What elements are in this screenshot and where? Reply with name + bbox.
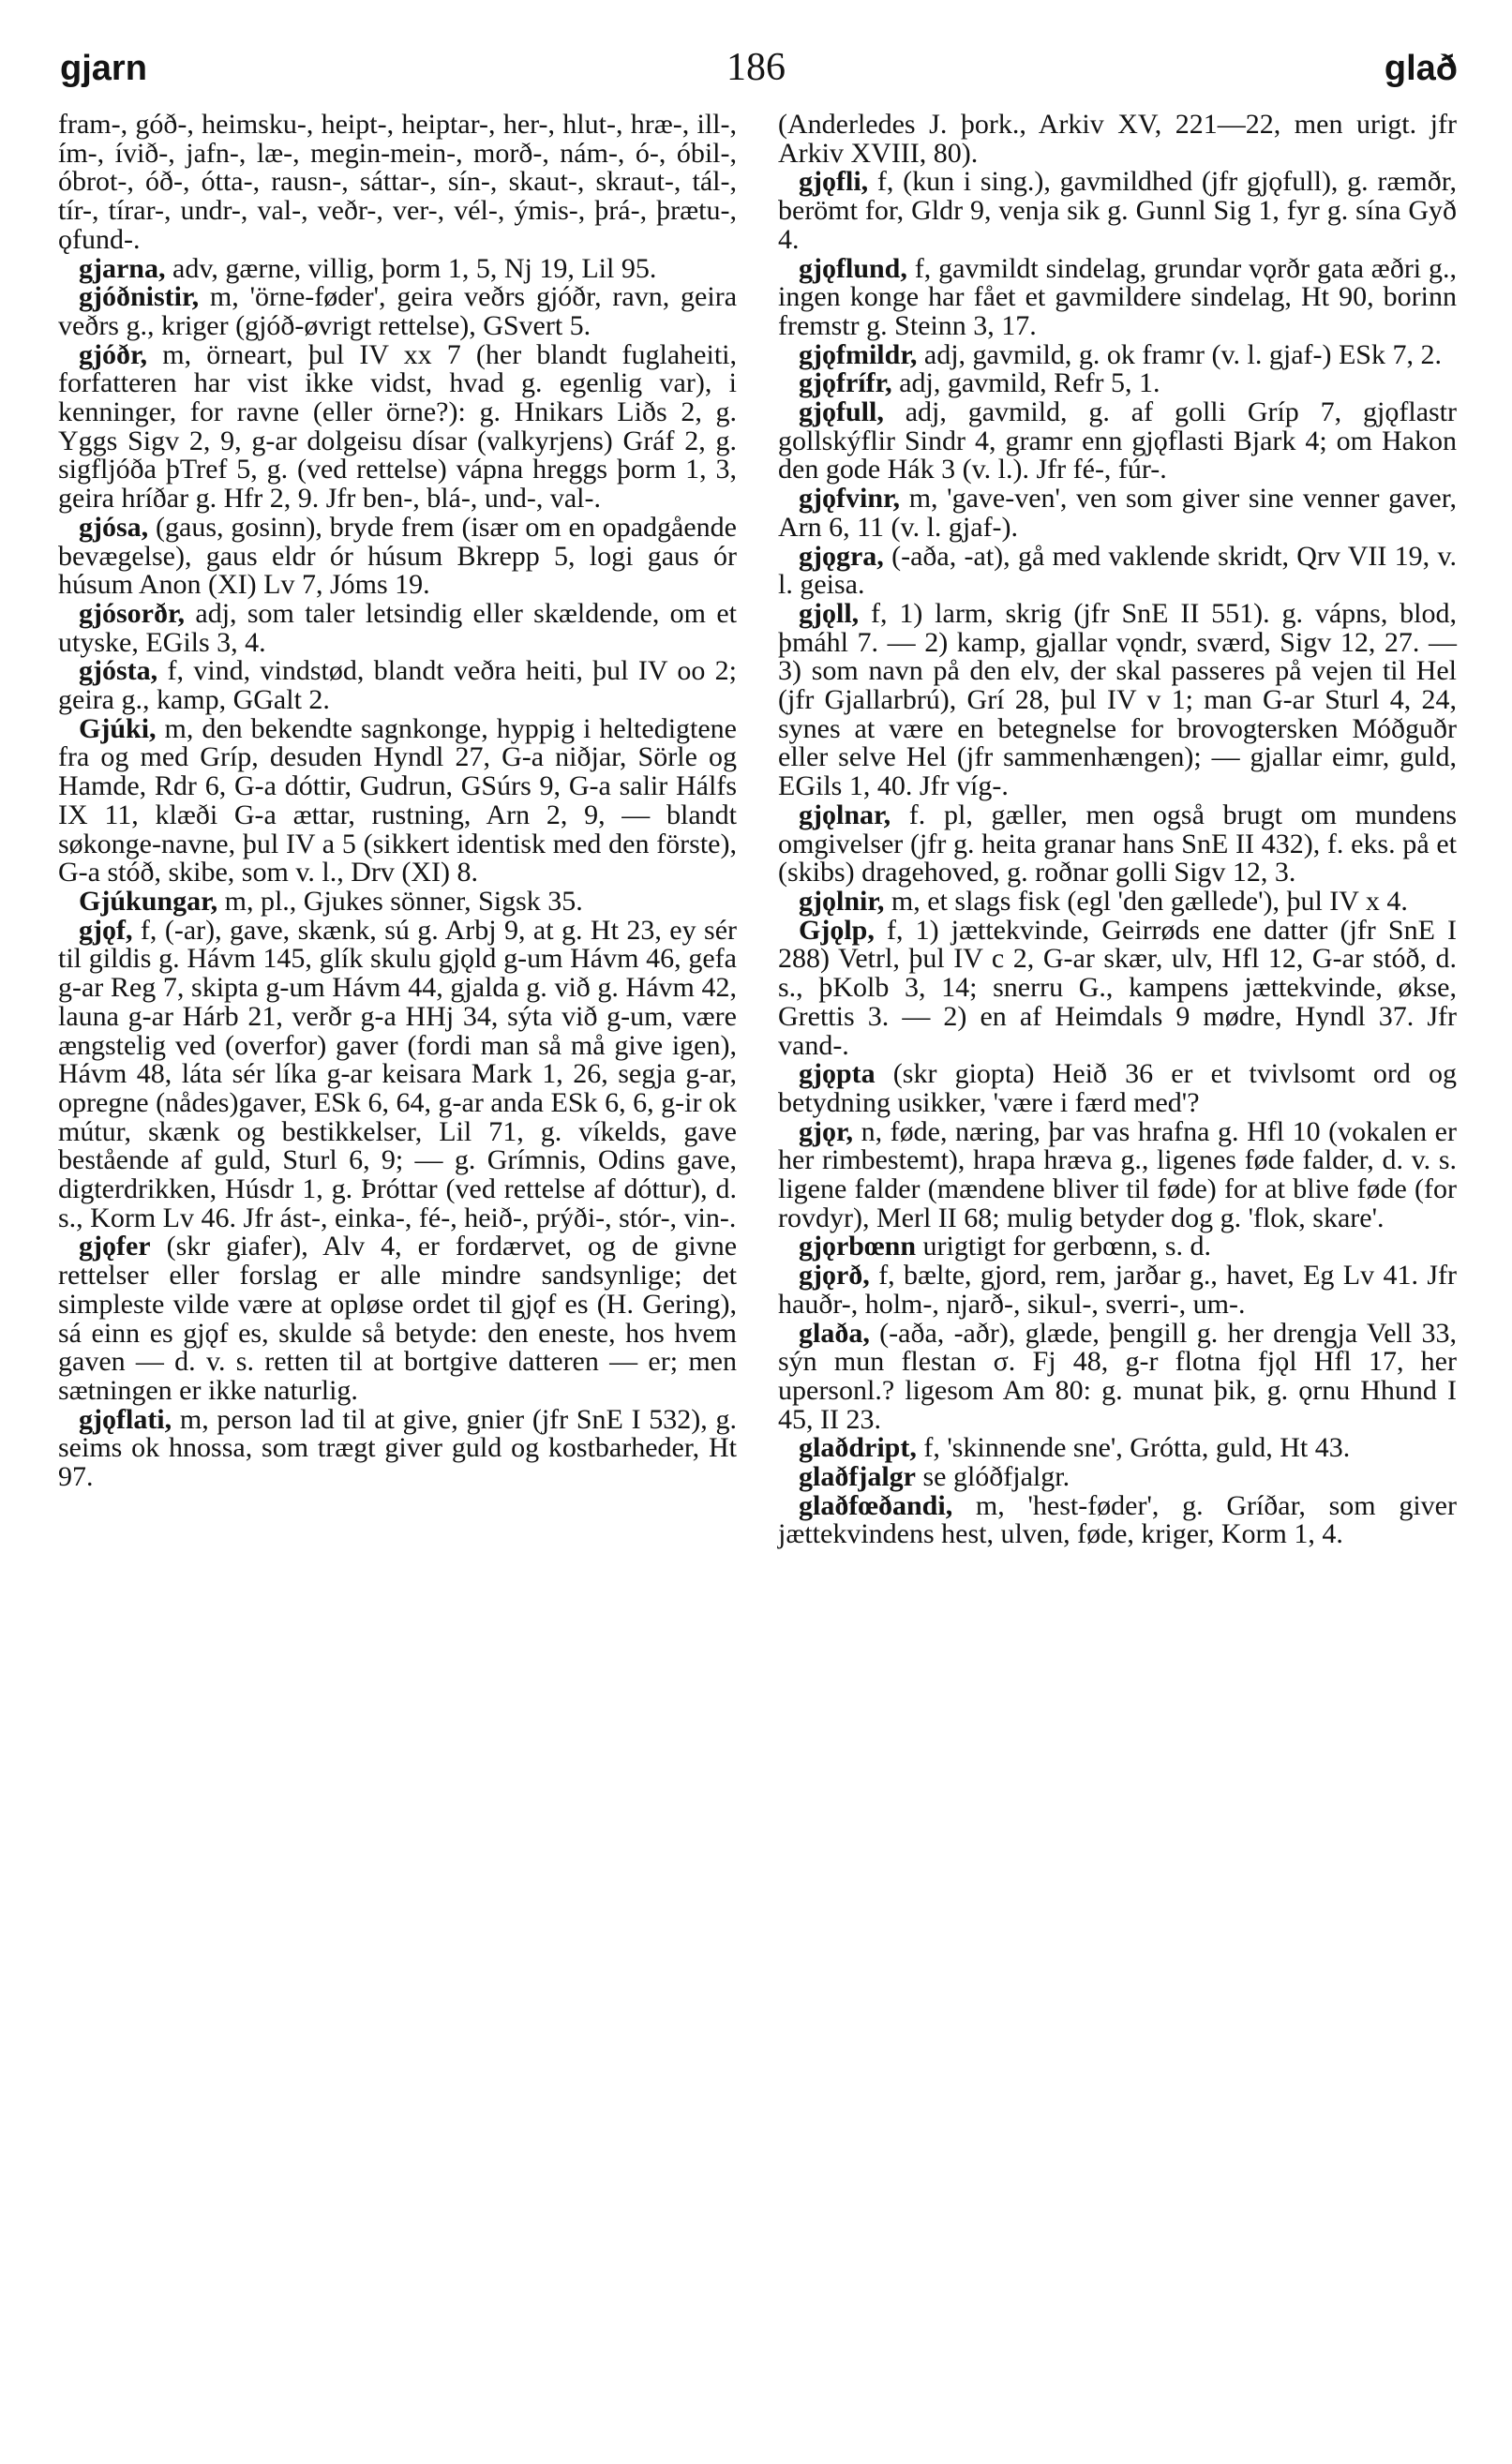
entry-headword: gjóðnistir,: [79, 281, 200, 313]
entry-headword: glaðfjalgr: [799, 1461, 916, 1493]
entry-definition: urigtigt for gerbœnn, s. d.: [922, 1231, 1211, 1262]
entry-definition: f, vind, vindstød, blandt veðra heiti, þul IV oo 2; geira g., kamp, GGalt 2.: [58, 655, 738, 716]
dictionary-entry: [58, 111, 737, 255]
dictionary-entry: [58, 511, 737, 601]
entry-definition: m, 'hest-føder', g. Gríðar, som giver jættekvindens hest, ulven, føde, kriger, Korm 1, 4.: [778, 1489, 1457, 1550]
dictionary-entry: [778, 1115, 1457, 1233]
dictionary-entry: [778, 338, 1457, 370]
dictionary-entry: [778, 914, 1457, 1061]
entry-definition: m, 'örne-føder', geira veðrs gjóðr, ravn, geira veðrs g., kriger (gjóð-øvrigt rettelse), GSvert 5.: [58, 281, 738, 341]
entry-headword: gjǫrð,: [799, 1260, 870, 1292]
entry-definition: f, gavmildt sindelag, grundar vǫrðr gata æðri g., ingen konge har fået et gavmildere sindelag, Ht 90, borinn fremstr g. Steinn 3, 17.: [778, 252, 1458, 341]
entry-definition: (skr giafer), Alv 4, er fordærvet, og de givne rettelser eller forslag er alle mindre sandsynlige; det simpleste vilde være at opløse ordet til gjǫf es (H. Gering), sá einn es gjǫf es, skulde så betyde: den eneste, hos hvem gaven — d. v. s. retten til at bortgive datteren — er; men sætningen er ikke naturlig.: [58, 1231, 738, 1406]
dictionary-entry: [778, 1434, 1457, 1463]
entry-headword: Gjúki,: [79, 712, 157, 744]
dictionary-entry: [58, 1232, 737, 1405]
dictionary-entry: [778, 597, 1457, 802]
dictionary-entry: [778, 1463, 1457, 1492]
dictionary-entry: [58, 597, 737, 658]
dictionary-entry: [58, 338, 737, 515]
dictionary-entry: [58, 1403, 738, 1493]
entry-definition: (-aða, -at), gå med vaklende skridt, Qrv VII 19, v. l. geisa.: [778, 540, 1458, 601]
entry-headword: gjǫfli,: [799, 166, 869, 198]
entry-definition: (-aða, -aðr), glæde, þengill g. her drengja Vell 33, sýn mun flestan σ. Fj 48, g-r flotna fjǫl Hfl 17, her upersonl.? ligesom Am 80: g. munat þik, g. ǫrnu Hhund I 45, II 23.: [778, 1317, 1457, 1435]
dictionary-entry: [778, 252, 1458, 341]
entry-definition: m, person lad til at give, gnier (jfr SnE I 532), g. seims ok hnossa, som trægt giver guld og kostbarheder, Ht 97.: [58, 1403, 738, 1493]
entry-headword: gjǫfrífr,: [799, 367, 892, 399]
entry-definition: n, føde, næring, þar vas hrafna g. Hfl 10 (vokalen er her rimbestemt), hrapa hræva g., ligenes føde falder, d. v. s. ligene falder (mændene bliver til føde) for at blive føde (for rovdyr), Merl II 68; mulig betyder dog g. 'flok, skare'.: [778, 1115, 1457, 1233]
dictionary-entry: [778, 540, 1458, 601]
entry-definition: se glóðfjalgr.: [922, 1461, 1070, 1493]
entry-headword: gjósta,: [79, 655, 158, 687]
entry-definition: m, 'gave-ven', ven som giver sine venner gaver, Arn 6, 11 (v. l. gjaf-).: [778, 483, 1458, 543]
dictionary-entry: [58, 914, 738, 1233]
entry-headword: glaðdript,: [799, 1432, 917, 1464]
entry-headword: glaðfœðandi,: [799, 1489, 953, 1521]
entry-headword: gjǫfvinr,: [799, 483, 901, 515]
entry-definition: f, bælte, gjord, rem, jarðar g., havet, Eg Lv 41. Jfr hauðr-, holm-, njarð-, sikul-, sverri-, um-.: [778, 1260, 1458, 1320]
entry-definition: m, den bekendte sagnkonge, hyppig i heltedigtene fra og med Gríp, desuden Hyndl 27, G-a niðjar, Sörle og Hamde, Rdr 6, G-a dóttir, Gudrun, GSúrs 9, G-a salir Hálfs IX 11, klæði G-a ættar, rustning, Arn 2, 9, — blandt søkonge-navne, þul IV a 5 (sikkert identisk med den förste), G-a stóð, skibe, som v. l., Drv (XI) 8.: [58, 712, 737, 889]
dictionary-entry: [778, 1262, 1457, 1319]
entry-headword: gjǫpta: [799, 1058, 876, 1090]
dictionary-entry: [58, 885, 737, 917]
entry-definition: f, (-ar), gave, skænk, sú g. Arbj 9, at g. Ht 23, ey sér til gildis g. Hávm 145, glík skulu gjǫld g-um Hávm 46, gefa g-ar Reg 7, skipta g-um Hávm 44, gjalda g. við g. Hávm 42, launa g-ar Hárb 21, verðr g-a HHj 34, sýta við g-um, være ængstelig ved (overfor) gaver (fordi man så må give igen), Hávm 48, láta sér líka g-ar keisara Mark 1, 26, segja g-ar, opregne (nådes)gaver, ESk 6, 64, g-ar anda ESk 6, 6, g-ir ok mútur, skænk og bestikkelser, Lil 71, g. víkelds, gave bestående af guld, Sturl 6, 9; — g. Grímnis, Odins gave, digterdrikken, Húsdr 1, g. Þróttar (ved rettelse af dóttur), d. s., Korm Lv 46. Jfr ást-, einka-, fé-, heið-, prýði-, stór-, vin-.: [58, 914, 738, 1233]
entry-headword: gjóðr,: [79, 338, 148, 370]
entry-definition: f. pl, gæller, men også brugt om mundens omgivelser (jfr g. heita granar hans SnE II 432), f. eks. på et (skibs) dragehoved, g. roðnar golli Sigv 12, 3.: [778, 799, 1457, 889]
running-head-last-word: glað: [1384, 49, 1458, 88]
entry-definition: m, pl., Gjukes sönner, Sigsk 35.: [224, 885, 583, 917]
entry-definition: adj, gavmild, g. af golli Gríp 7, gjǫflastr gollskýflir Sindr 4, gramr enn gjǫflasti Bjark 4; om Hakon den gode Hák 3 (v. l.). Jfr fé-, fúr-.: [778, 396, 1458, 485]
entry-headword: Gjǫlp,: [799, 914, 875, 946]
dictionary-entry: [778, 1489, 1457, 1550]
page-number: 186: [726, 46, 786, 89]
entry-definition: f, 1) larm, skrig (jfr SnE II 551). g. vápns, blod, þmáhl 7. — 2) kamp, gjallar vǫndr, sværd, Sigv 12, 27. — 3) som navn på den elv, der skal passeres på vejen til Hel (jfr Gjallarbrú), Grí 28, þul IV v 1; man G-ar Sturl 4, 24, synes at være en betegnelse for brovogtersken Móðguðr eller selve Hel (jfr sammenhængen); — gjallar eimr, guld, EGils 1, 40. Jfr víg-.: [778, 597, 1457, 802]
right-column: [778, 111, 1457, 1549]
entry-headword: gjarna,: [79, 252, 166, 284]
entry-headword: glaða,: [799, 1317, 870, 1349]
entry-definition: adj, gavmild, g. ok framr (v. l. gjaf-) ESk 7, 2.: [923, 338, 1442, 370]
entry-definition: fram-, góð-, heimsku-, heipt-, heiptar-, her-, hlut-, hræ-, ill-, ím-, ívið-, jafn-, læ-, megin-mein-, morð-, nám-, ó-, óbil-, óbrot-, óð-, ótta-, rausn-, sáttar-, sín-, skaut-, skraut-, tál-, tír-, tírar-, undr-, val-, veðr-, ver-, vél-, ýmis-, þrá-, þrætu-, ǫfund-.: [58, 109, 737, 255]
entry-definition: m, örneart, þul IV xx 7 (her blandt fuglaheiti, forfatteren har vist ikke vidst, hvad g. egenlig var), i kenninger, for ravne (eller örne?): g. Hnikars Liðs 2, g. Yggs Sigv 2, 9, g-ar dolgeisu dísar (valkyrjens) Gráf 2, g. sigfljóða þTref 5, g. (ved rettelse) vápna hreggs þorm 1, 3, geira hríðar g. Hfr 2, 9. Jfr ben-, blá-, und-, val-.: [58, 338, 737, 515]
entry-definition: adv, gærne, villig, þorm 1, 5, Nj 19, Lil 95.: [172, 252, 657, 284]
dictionary-entry: [778, 398, 1457, 485]
entry-headword: gjǫflati,: [79, 1403, 172, 1435]
entry-headword: gjósa,: [79, 511, 149, 543]
dictionary-entry: [58, 252, 737, 284]
entry-headword: gjǫfull,: [799, 396, 884, 428]
entry-headword: gjǫf,: [79, 914, 133, 946]
entry-headword: gjǫlnir,: [799, 885, 885, 917]
dictionary-entry: [778, 885, 1457, 917]
entry-definition: adj, som taler letsindig eller skældende, om et utyske, EGils 3, 4.: [58, 597, 737, 658]
entry-headword: gjǫll,: [799, 597, 860, 629]
entry-headword: Gjúkungar,: [79, 885, 218, 917]
entry-definition: f, 1) jættekvinde, Geirrøds ene datter (jfr SnE I 288) Vetrl, þul IV c 2, G-ar skær, ulv, Hfl 12, G-ar stóð, d. s., þKolb 3, 14; snerru G., kampens jættekvinde, økse, Grettis 3. — 2) en af Heimdals 9 mødre, Hyndl 37. Jfr vand-.: [778, 914, 1457, 1061]
entry-definition: f, 'skinnende sne', Grótta, guld, Ht 43.: [923, 1432, 1351, 1464]
dictionary-entry: [778, 485, 1457, 542]
dictionary-entry: [778, 168, 1457, 254]
entry-headword: gjósorðr,: [79, 597, 186, 629]
entry-headword: gjǫlnar,: [799, 799, 891, 830]
entry-definition: (gaus, gosinn), bryde frem (især om en opadgående bevægelse), gaus eldr ór húsum Bkrepp 5, logi gaus ór húsum Anon (XI) Lv 7, Jóms 19.: [58, 511, 737, 601]
dictionary-entry: [778, 111, 1457, 168]
entry-headword: gjǫgra,: [799, 540, 884, 572]
entry-headword: gjǫrbœnn: [799, 1231, 917, 1262]
entry-headword: gjǫflund,: [799, 252, 907, 284]
dictionary-entry: [778, 1232, 1457, 1262]
dictionary-entry: [778, 369, 1457, 398]
entry-definition: f, (kun i sing.), gavmildhed (jfr gjǫfull), g. ræmðr, berömt for, Gldr 9, venja sik g. Gunnl Sig 1, fyr g. sína Gyð 4.: [778, 166, 1457, 255]
dictionary-entry: [58, 283, 737, 340]
entry-definition: m, et slags fisk (egl 'den gællede'), þul IV x 4.: [891, 885, 1408, 917]
entry-definition: (skr giopta) Heið 36 er et tvivlsomt ord og betydning usikker, 'være i færd med'?: [778, 1058, 1457, 1118]
entry-headword: gjǫr,: [799, 1115, 854, 1147]
entry-definition: adj, gavmild, Refr 5, 1.: [899, 367, 1160, 399]
entry-headword: gjǫfmildr,: [799, 338, 918, 370]
dictionary-entry: [778, 801, 1457, 888]
dictionary-entry: [778, 1317, 1457, 1435]
running-head-first-word: gjarn: [60, 49, 147, 88]
page-header: [45, 39, 1467, 105]
dictionary-entry: [58, 712, 737, 889]
dictionary-entry: [58, 657, 737, 714]
dictionary-entry: [778, 1060, 1457, 1117]
entry-definition: (Anderledes J. þork., Arkiv XV, 221—22, men urigt. jfr Arkiv XVIII, 80).: [778, 109, 1457, 169]
left-column: [58, 111, 737, 1492]
entry-headword: gjǫfer: [79, 1231, 151, 1262]
